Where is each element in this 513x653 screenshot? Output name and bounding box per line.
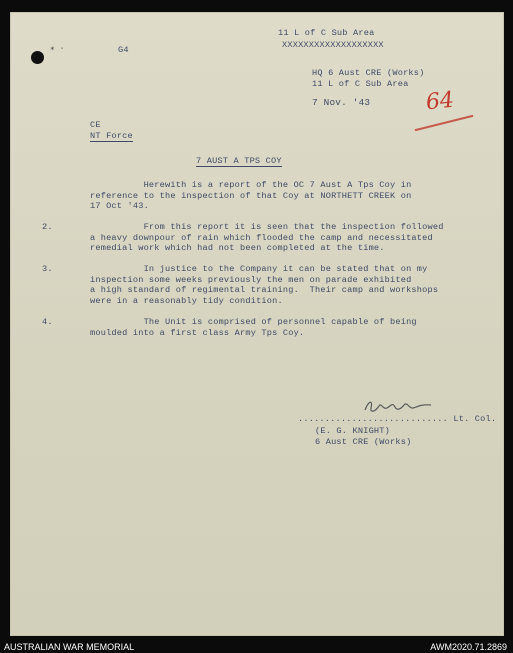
sender-line-1: HQ 6 Aust CRE (Works) <box>312 68 425 78</box>
paragraph-line: 17 Oct '43. <box>90 201 149 212</box>
paragraph-line: From this report it is seen that the inspection followed <box>90 222 444 232</box>
signature-dots: ............................ Lt. Col. <box>298 414 497 424</box>
paragraph-number: 4. <box>42 317 53 327</box>
punch-hole <box>31 51 44 64</box>
margin-scribble: ∗ ⋅ <box>50 45 65 54</box>
footer-institution: AUSTRALIAN WAR MEMORIAL <box>4 642 135 652</box>
signatory-name: (E. G. KNIGHT) <box>315 426 390 436</box>
margin-mark: G4 <box>118 45 129 55</box>
document-page <box>10 12 504 636</box>
paragraph-line: In justice to the Company it can be stated that on my <box>90 264 428 274</box>
area-line: 11 L of C Sub Area <box>278 28 375 38</box>
red-pencil-stroke <box>415 115 474 131</box>
paragraph-line: moulded into a first class Army Tps Coy. <box>90 327 305 338</box>
addressee-line-2: NT Force <box>90 131 133 141</box>
handwritten-folio-number: 64 <box>424 87 456 116</box>
date: 7 Nov. '43 <box>312 97 371 108</box>
struck-line: XXXXXXXXXXXXXXXXXXX <box>282 40 384 50</box>
sender-line-2: 11 L of C Sub Area <box>312 79 409 89</box>
paragraph-line: reference to the inspection of that Coy at NORTHETT CREEK on <box>90 190 412 201</box>
subject-heading: 7 AUST A TPS COY <box>196 156 282 166</box>
paragraph-line: The Unit is comprised of personnel capable of being <box>90 317 417 327</box>
paragraph-line: a heavy downpour of rain which flooded the camp and necessitated <box>90 232 433 243</box>
paragraph-line: remedial work which had not been completed at the time. <box>90 243 385 254</box>
footer-accession-number: AWM2020.71.2869 <box>430 642 507 652</box>
paragraph-number: 2. <box>42 222 53 232</box>
signatory-unit: 6 Aust CRE (Works) <box>315 437 412 447</box>
paragraph-number: 3. <box>42 264 53 274</box>
paragraph-line: were in a reasonably tidy condition. <box>90 295 283 306</box>
addressee-line-1: CE <box>90 120 101 130</box>
paragraph-line: Herewith is a report of the OC 7 Aust A Tps Coy in <box>90 180 412 190</box>
paragraph-line: inspection some weeks previously the men on parade exhibited <box>90 274 412 285</box>
paragraph-line: a high standard of regimental training. Their camp and workshops <box>90 285 439 296</box>
